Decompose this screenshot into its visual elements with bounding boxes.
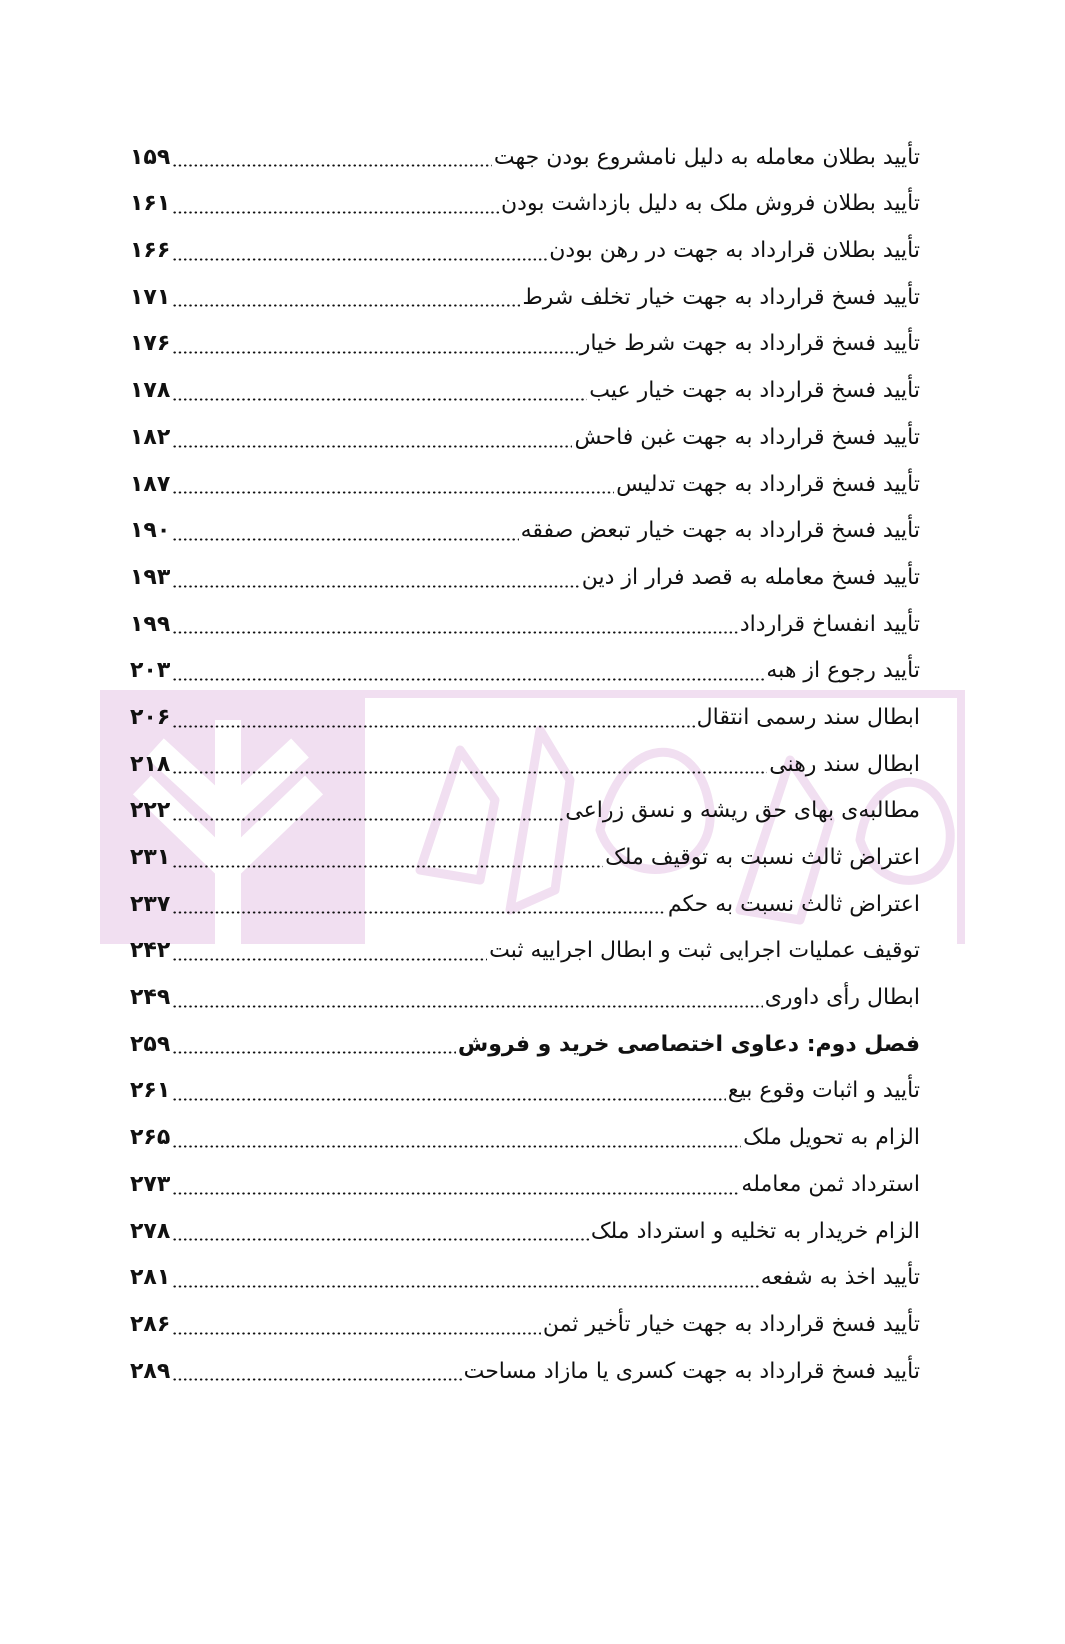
dot-leader (172, 337, 577, 355)
toc-entry-title: اعتراض ثالث نسبت به توقیف ملک (605, 845, 920, 870)
toc-entry-title: اعتراض ثالث نسبت به حکم (667, 891, 920, 917)
toc-entry-page: ۲۶۱ (130, 1078, 171, 1104)
toc-entry-page: ۲۴۲ (130, 938, 171, 964)
toc-entry-title: ابطال رأی داوری (764, 985, 920, 1011)
toc-entry-title: تأیید فسخ قرارداد به جهت کسری یا مازاد مساحت (463, 1358, 920, 1384)
toc-entry-title: ابطال سند رسمی انتقال (696, 704, 920, 730)
toc-entry-title: تأیید فسخ قرارداد به جهت خیار تأخیر ثمن (542, 1311, 920, 1337)
toc-entry-title: تأیید و اثبات وقوع بیع (727, 1078, 920, 1104)
toc-entry[interactable] (130, 782, 920, 829)
toc-entry[interactable] (130, 1295, 920, 1342)
toc-entry-title: تأیید انفساخ قرارداد (739, 611, 920, 637)
toc-entry-page: ۱۶۶ (130, 238, 171, 264)
dot-leader (172, 151, 492, 169)
toc-chapter-title: فصل دوم: دعاوی اختصاصی خرید و فروش (457, 1031, 920, 1057)
dot-leader (172, 1365, 461, 1383)
toc-entry-title: توقیف عملیات اجرایی ثبت و ابطال اجراییه ثبت (489, 938, 920, 964)
dot-leader (172, 524, 518, 542)
toc-entry[interactable] (130, 875, 920, 922)
toc-entry-title: تأیید فسخ قرارداد به جهت شرط خیار (579, 331, 920, 357)
toc-entry-title: تأیید اخذ به شفعه (760, 1265, 920, 1291)
toc-entry[interactable] (130, 828, 920, 875)
toc-entry-page: ۲۸۶ (130, 1311, 171, 1337)
toc-entry[interactable] (130, 968, 920, 1015)
toc-entry-page: ۱۸۲ (130, 424, 171, 450)
toc-entry-page: ۱۵۹ (130, 144, 171, 170)
dot-leader (172, 1084, 726, 1102)
toc-entry-page: ۲۴۹ (130, 985, 171, 1011)
toc-entry[interactable] (130, 1062, 920, 1109)
toc-entry[interactable] (130, 548, 920, 595)
dot-leader (172, 244, 547, 262)
toc-entry-page: ۲۸۹ (130, 1358, 171, 1384)
dot-leader (172, 431, 572, 449)
toc-entry[interactable] (130, 688, 920, 735)
dot-leader (172, 758, 767, 776)
table-of-contents (130, 128, 920, 1389)
toc-entry-title: مطالبه‌ی بهای حق ریشه و نسق زراعی (565, 798, 920, 824)
toc-entry-title: تأیید فسخ قرارداد به جهت خیار تبعض صفقه (520, 518, 920, 544)
dot-leader (172, 197, 499, 215)
dot-leader (172, 1038, 456, 1056)
dot-leader (172, 1271, 758, 1289)
toc-entry-page: ۲۷۸ (130, 1218, 171, 1244)
toc-entry-page: ۱۹۰ (130, 518, 171, 544)
dot-leader (172, 618, 738, 636)
toc-entry-page: ۱۹۳ (130, 564, 171, 590)
dot-leader (172, 1225, 589, 1243)
dot-leader (172, 571, 579, 589)
dot-leader (172, 944, 487, 962)
toc-entry[interactable] (130, 268, 920, 315)
toc-entry-title: تأیید فسخ قرارداد به جهت تدلیس (616, 471, 920, 497)
dot-leader (172, 991, 762, 1009)
toc-entry-page: ۱۷۱ (130, 284, 171, 310)
toc-entry[interactable] (130, 735, 920, 782)
toc-entry-title: تأیید فسخ قرارداد به جهت خیار تخلف شرط (522, 284, 920, 310)
toc-entry-page: ۱۶۱ (130, 191, 171, 217)
toc-entry[interactable] (130, 315, 920, 362)
toc-entry[interactable] (130, 408, 920, 455)
toc-entry-title: تأیید بطلان فروش ملک به دلیل بازداشت بودن (501, 191, 920, 217)
toc-entry[interactable] (130, 455, 920, 502)
toc-entry-title: تأیید فسخ قرارداد به جهت خیار عیب (589, 378, 920, 404)
toc-entry[interactable] (130, 221, 920, 268)
dot-leader (172, 478, 614, 496)
toc-entry-page: ۲۲۲ (130, 798, 171, 824)
toc-entry-title: تأیید فسخ معامله به قصد فرار از دین (581, 564, 920, 590)
toc-entry-title: تأیید فسخ قرارداد به جهت غبن فاحش (574, 424, 920, 450)
toc-entry-title: استرداد ثمن معامله (741, 1171, 920, 1197)
dot-leader (172, 664, 764, 682)
toc-entry[interactable] (130, 642, 920, 689)
toc-entry-title: الزام به تحویل ملک (743, 1125, 920, 1151)
toc-entry[interactable] (130, 128, 920, 175)
dot-leader (172, 711, 694, 729)
dot-leader (172, 1318, 541, 1336)
dot-leader (172, 898, 666, 916)
toc-entry[interactable] (130, 595, 920, 642)
toc-entry-title: الزام خریدار به تخلیه و استرداد ملک (590, 1218, 920, 1244)
dot-leader (172, 804, 563, 822)
toc-entry-page: ۲۷۳ (130, 1171, 171, 1197)
dot-leader (172, 384, 587, 402)
toc-entry-page: ۱۸۷ (130, 471, 171, 497)
toc-entry-page: ۱۷۶ (130, 331, 171, 357)
toc-entry[interactable] (130, 175, 920, 222)
toc-entry[interactable] (130, 1155, 920, 1202)
dot-leader (172, 1131, 741, 1149)
toc-entry-page: ۲۰۶ (130, 704, 171, 730)
toc-entry-title: ابطال سند رهنی (769, 751, 920, 777)
toc-entry[interactable] (130, 1342, 920, 1389)
toc-entry-page: ۲۵۹ (130, 1031, 171, 1057)
toc-entry[interactable] (130, 1249, 920, 1296)
dot-leader (172, 1178, 739, 1196)
dot-leader (172, 851, 603, 869)
toc-entry[interactable] (130, 1108, 920, 1155)
toc-entry[interactable] (130, 361, 920, 408)
toc-entry[interactable] (130, 922, 920, 969)
toc-chapter-heading[interactable] (130, 1015, 920, 1062)
toc-entry-title: تأیید بطلان قرارداد به جهت در رهن بودن (549, 238, 920, 264)
toc-entry-page: ۲۰۳ (130, 658, 171, 684)
toc-entry-page: ۲۳۱ (130, 845, 171, 870)
toc-entry-page: ۲۸۱ (130, 1265, 171, 1291)
toc-entry-page: ۱۹۹ (130, 611, 171, 637)
toc-entry-title: تأیید رجوع از هبه (766, 658, 920, 684)
toc-entry-page: ۲۶۵ (130, 1125, 171, 1151)
toc-entry[interactable] (130, 1202, 920, 1249)
toc-entry-title: تأیید بطلان معامله به دلیل نامشروع بودن جهت (493, 144, 920, 170)
dot-leader (172, 291, 520, 309)
toc-entry-page: ۱۷۸ (130, 378, 171, 404)
toc-entry[interactable] (130, 502, 920, 549)
toc-entry-page: ۲۳۷ (130, 891, 171, 917)
toc-entry-page: ۲۱۸ (130, 751, 171, 777)
